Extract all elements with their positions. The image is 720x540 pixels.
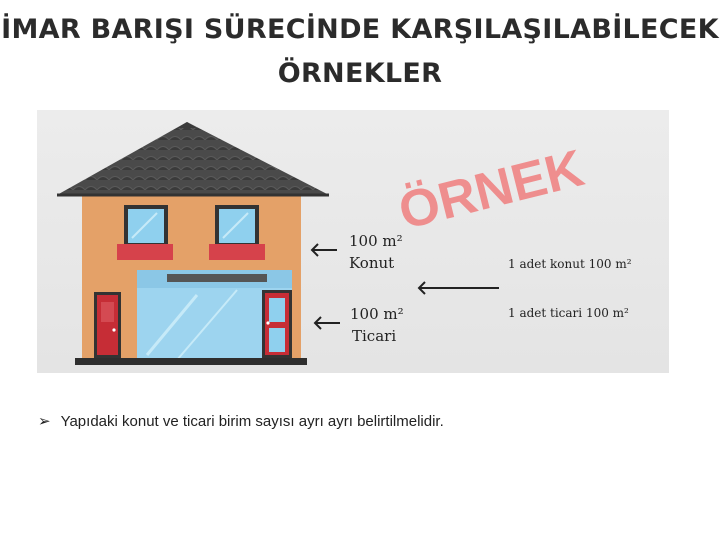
lower-type-label: Ticari bbox=[352, 327, 397, 345]
slide-title bbox=[0, 8, 720, 96]
house-illustration bbox=[37, 110, 669, 373]
watermark-text: ÖRNEK bbox=[393, 139, 590, 242]
residential-door bbox=[94, 292, 121, 358]
upper-area-label: 100 m² bbox=[349, 232, 403, 250]
arrow-upper-icon bbox=[312, 244, 337, 256]
shop-door bbox=[262, 290, 292, 358]
arrow-lower-icon bbox=[315, 317, 340, 329]
lower-area-label: 100 m² bbox=[350, 305, 404, 323]
flower-box-left bbox=[117, 244, 173, 260]
slide-title-line-2: ÖRNEKLER bbox=[277, 58, 443, 89]
ground-line bbox=[75, 358, 307, 365]
note-ticari: 1 adet ticari 100 m² bbox=[508, 306, 629, 320]
note-konut: 1 adet konut 100 m² bbox=[508, 257, 632, 271]
bullet-text: Yapıdaki konut ve ticari birim sayısı ayrı ayrı belirtilmelidir. bbox=[60, 412, 444, 430]
upper-window-left bbox=[124, 205, 168, 247]
bullet-point bbox=[38, 412, 678, 430]
flower-box-right bbox=[209, 244, 265, 260]
house-illustration-svg bbox=[37, 110, 669, 373]
shop-sign bbox=[167, 274, 267, 282]
arrow-bullet-icon: ➢ bbox=[38, 413, 51, 430]
house-roof bbox=[57, 122, 329, 195]
upper-type-label: Konut bbox=[349, 254, 395, 272]
arrow-long-icon bbox=[419, 282, 499, 294]
upper-window-right bbox=[215, 205, 259, 247]
slide-title-line-1: İMAR BARIŞI SÜRECİNDE KARŞILAŞILABİLECEK bbox=[1, 14, 719, 45]
